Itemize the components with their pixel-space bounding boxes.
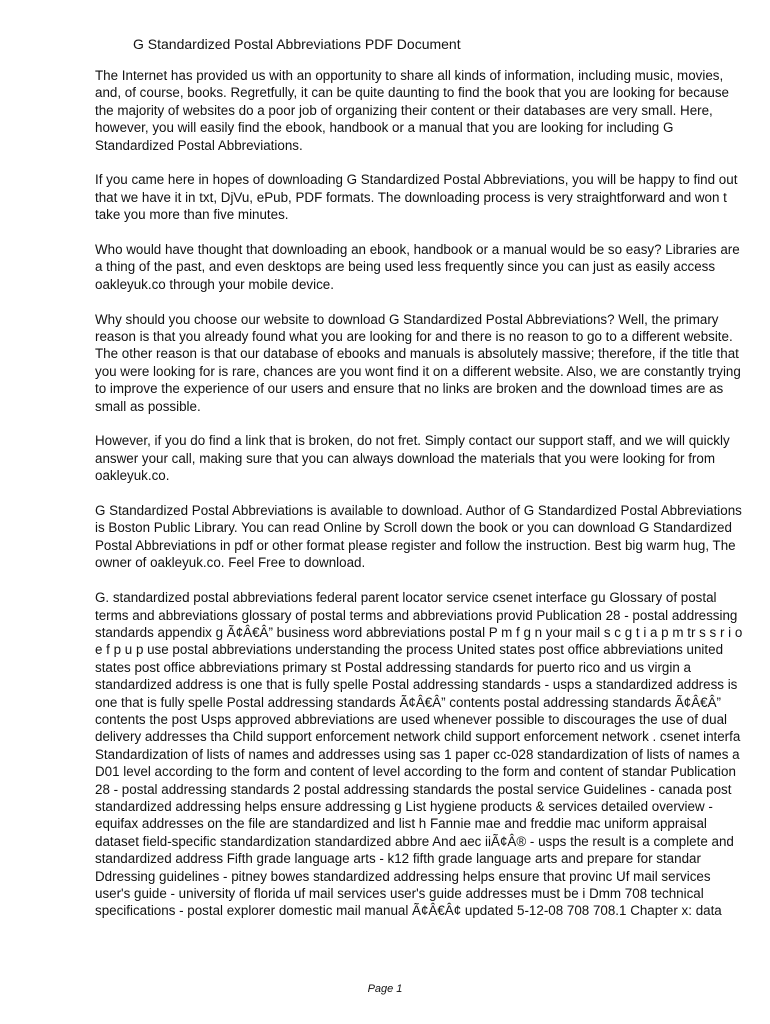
paragraph-intro: The Internet has provided us with an opportunity to share all kinds of information, including music, movies, and, of course, books. Regretfully, it can be quite daunting to find the book that you are looking for because the majority of websites do a poor job of organizing their content or their databases are very small. Here, however, you will easily find the ebook, handbook or a manual that you are looking for including G Standardized Postal Abbreviations. <box>95 68 729 153</box>
paragraph-formats: If you came here in hopes of downloading G Standardized Postal Abbreviations, you will be happy to find out that we have it in txt, DjVu, ePub, PDF formats. The downloading process is very straightforward and won t take you more than five minutes. <box>95 172 738 223</box>
paragraph-keywords: G. standardized postal abbreviations federal parent locator service csenet interface gu Glossary of postal terms and abbreviations glossary of postal terms and abbreviations provid Publication 28 - postal addressing standards appendix g Ã¢Â€Â” business word abbreviations postal P m f g n your mail s c g t i a p m tr s s r i o e f p u p use postal abbreviations understanding the process United states post office abbreviations united states post office abbreviations primary st Postal addressing standards for puerto rico and us virgin a standardized address is one that is fully spelle Postal addressing standards - usps a standardized address is one that is fully spelle Postal addressing standards Ã¢Â€Â” contents postal addressing standards Ã¢Â€Â” contents the post Usps approved abbreviations are used whenever possible to discourages the use of dual delivery addresses tha Child support enforcement network child support enforcement network . csenet interfa Standardization of lists of names and addresses using sas 1 paper cc-028 standardization of lists of names a D01 level according to the form and content of level according to the form and content of standar Publication 28 - postal addressing standards 2 postal addressing standards the postal service Guidelines - canada post standardized addressing helps ensure addressing g List hygiene products & services detailed overview - equifax addresses on the file are standardized and list h Fannie mae and freddie mac uniform appraisal dataset field-specific standardization standardized abbre And aec iiÃ¢Â® - usps the result is a complete and standardized address Fifth grade language arts - k12 fifth grade language arts and prepare for standar Ddressing guidelines - pitney bowes standardized addressing helps ensure that provinc Uf mail services user's guide - university of florida uf mail services user's guide addresses must be i Dmm 708 technical specifications - postal explorer domestic mail manual Ã¢Â€Â¢ updated 5-12-08 708 708.1 Chapter x: data <box>95 590 743 919</box>
paragraph-easy-download: Who would have thought that downloading an ebook, handbook or a manual would be so easy? Libraries are a thing of the past, and even desktops are being used less frequently since you can just as easily access oakleyuk.co through your mobile device. <box>95 242 740 292</box>
document-body <box>95 67 745 920</box>
paragraph-why-choose: Why should you choose our website to download G Standardized Postal Abbreviations? Well, the primary reason is that you already found what you are looking for and there is no reason to go to a different website. The other reason is that our database of ebooks and manuals is absolutely massive; therefore, if the title that you were looking for is rare, chances are you wont find it on a different website. Also, we are constantly trying to improve the experience of our users and ensure that no links are broken and the download times are as small as possible. <box>95 311 741 414</box>
document-title: G Standardized Postal Abbreviations PDF Document <box>133 36 461 52</box>
page-number: Page 1 <box>367 983 403 995</box>
paragraph-broken-links: However, if you do find a link that is broken, do not fret. Simply contact our support staff, and we will quickly answer your call, making sure that you can always download the materials that you were looking for from oakleyuk.co. <box>95 433 730 484</box>
paragraph-availability: G Standardized Postal Abbreviations is available to download. Author of G Standardized Postal Abbreviations is Boston Public Library. You can read Online by Scroll down the book or you can download G Standardized Postal Abbreviations in pdf or other format please register and follow the instruction. Best big warm hug, The owner of oakleyuk.co. Feel Free to download. <box>95 503 742 571</box>
